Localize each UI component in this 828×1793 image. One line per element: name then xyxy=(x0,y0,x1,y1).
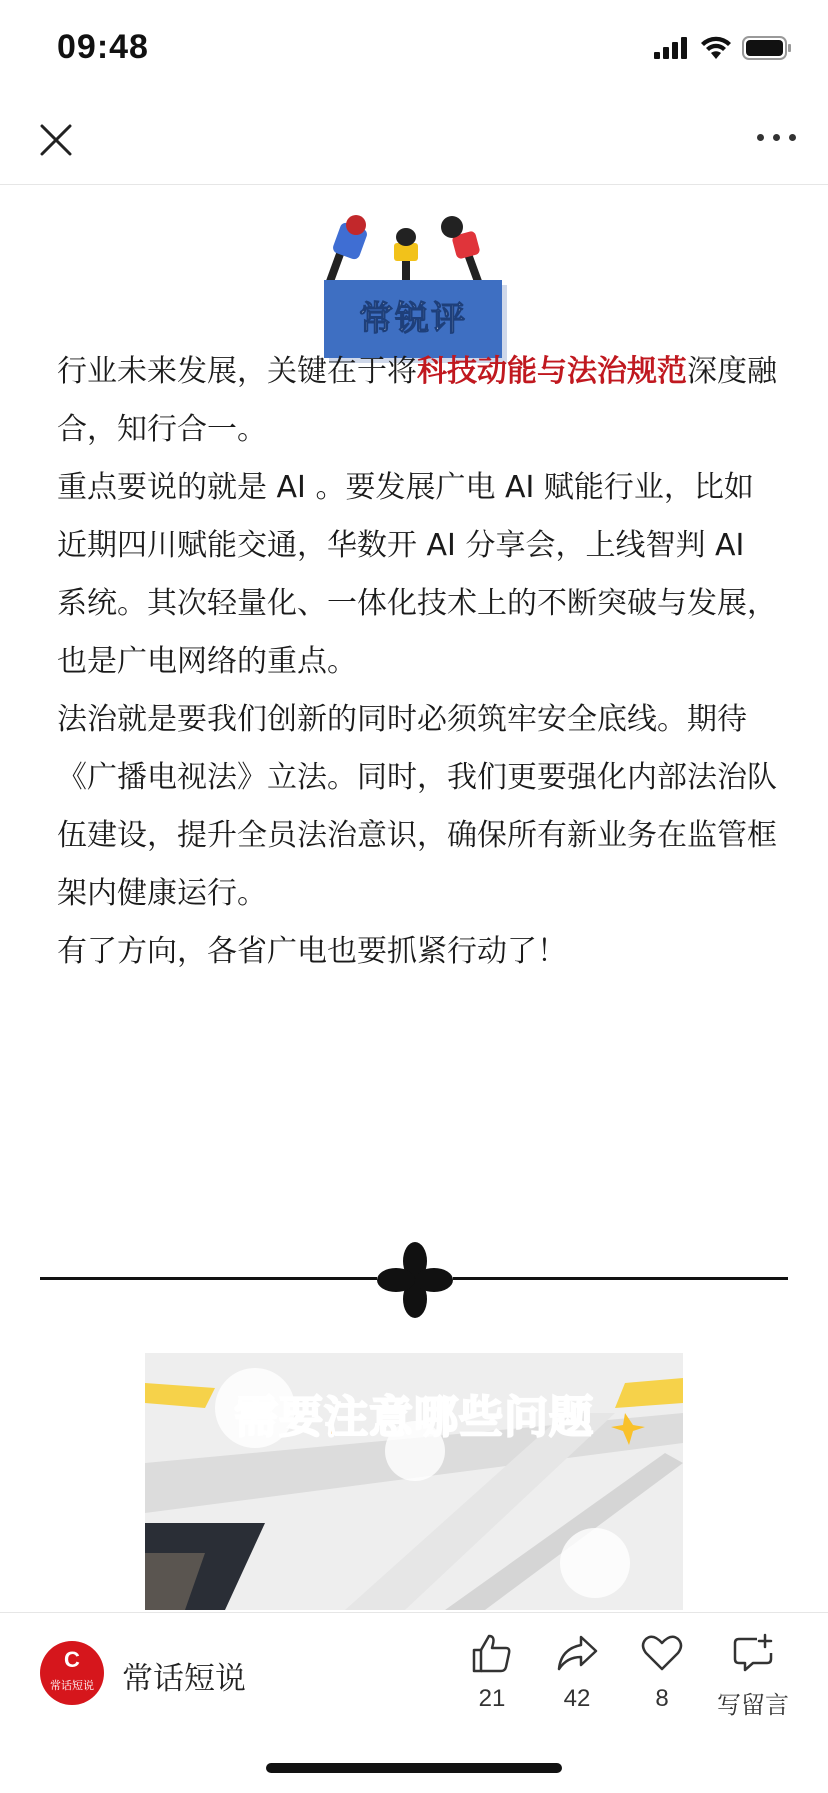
favorite-count: 8 xyxy=(655,1685,669,1712)
paragraph-1: 行业未来发展，关键在于将科技动能与法治规范深度融合，知行合一。 xyxy=(57,354,777,447)
share-button[interactable] xyxy=(537,1631,617,1713)
like-button[interactable] xyxy=(452,1631,532,1713)
heart-icon xyxy=(640,1631,684,1675)
wifi-icon xyxy=(700,36,732,60)
paragraph-3: 法治就是要我们创新的同时必须筑牢安全底线。期待《广播电视法》立法。同时，我们更要强化内部法治队伍建设，提升全员法治意识，确保所有新业务在监管框架内健康运行。 xyxy=(57,702,777,911)
battery-icon xyxy=(742,36,792,60)
comment-button[interactable] xyxy=(708,1631,798,1720)
highlight-text: 科技动能与法治规范 xyxy=(417,354,687,389)
comment-label: 写留言 xyxy=(717,1692,789,1719)
favorite-button[interactable] xyxy=(622,1631,702,1713)
status-icons xyxy=(654,36,792,60)
thumbnail-title: 需要注意哪些问题 xyxy=(234,1392,594,1443)
avatar-text: 常话短说 xyxy=(50,1679,94,1692)
comment-add-icon xyxy=(731,1631,775,1675)
status-bar xyxy=(0,0,828,100)
microphones-icon xyxy=(322,215,508,285)
more-icon[interactable] xyxy=(757,134,796,141)
nav-bar xyxy=(0,100,828,185)
home-indicator[interactable] xyxy=(266,1763,562,1773)
video-thumbnail[interactable] xyxy=(145,1353,683,1610)
paragraph-2: 重点要说的就是 AI 。要发展广电 AI 赋能行业，比如近期四川赋能交通，华数开 AI 分享会，上线智判 AI 系统。其次轻量化、一体化技术上的不断突破与发展，也是广电网络的重点。 xyxy=(57,470,777,679)
account-name[interactable]: 常话短说 xyxy=(122,1661,246,1697)
avatar[interactable] xyxy=(40,1641,104,1705)
clover-icon xyxy=(377,1240,453,1320)
share-count: 42 xyxy=(563,1685,591,1712)
share-icon xyxy=(555,1631,599,1675)
section-divider xyxy=(40,1240,788,1320)
close-icon[interactable] xyxy=(36,120,76,160)
article-body xyxy=(0,185,828,1610)
paragraph-4: 有了方向，各省广电也要抓紧行动了！ xyxy=(57,934,567,969)
signal-icon xyxy=(654,37,690,59)
like-count: 21 xyxy=(478,1685,506,1712)
thumbs-up-icon xyxy=(470,1631,514,1675)
status-time: 09:48 xyxy=(57,28,149,66)
avatar-logo-icon: C xyxy=(64,1647,80,1672)
badge-label: 常锐评 xyxy=(359,299,467,339)
